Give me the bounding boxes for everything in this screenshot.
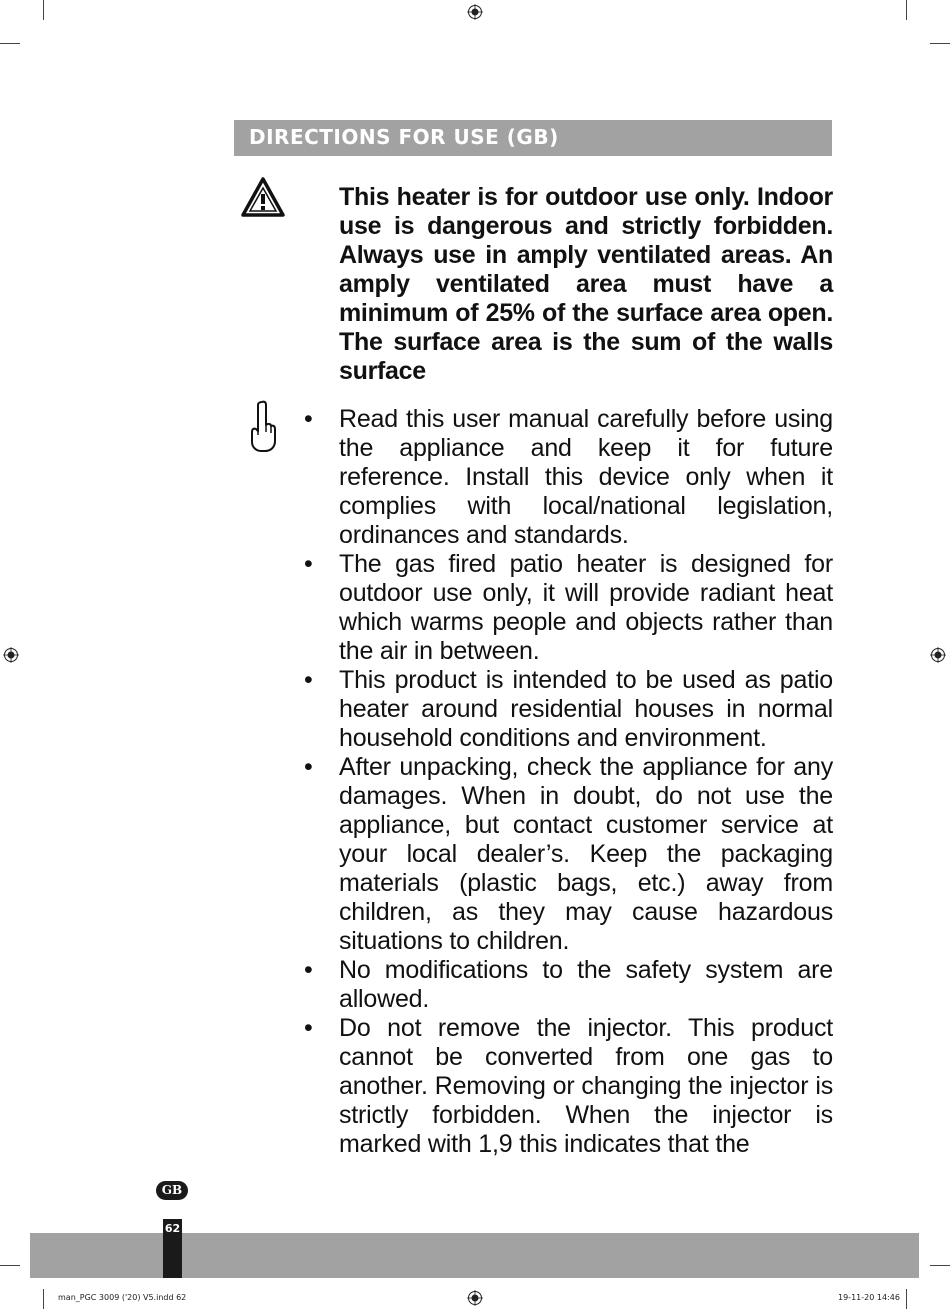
list-item — [300, 666, 833, 753]
warning-paragraph: This heater is for outdoor use only. Indoor use is dangerous and strictly forbidden. Always use in amply ventilated areas. An amply ventilated area must have a minimum of 25% of the surface area open. The surface area is the sum of the walls surface — [339, 183, 833, 385]
section-header-bar — [234, 120, 832, 156]
instruction-list — [300, 405, 833, 1159]
crop-mark — [906, 0, 907, 20]
timestamp-slug: 19-11-20 14:46 — [838, 1293, 900, 1302]
section-title: DIRECTIONS FOR USE (GB) — [249, 125, 559, 149]
registration-mark-icon — [467, 4, 483, 20]
list-item-text: The gas fired patio heater is designed for outdoor use only, it will provide radiant heat which warms people and objects rather than the air in between. — [339, 550, 833, 665]
warning-triangle-icon — [240, 176, 286, 218]
language-badge: GB — [156, 1181, 188, 1200]
list-item — [300, 753, 833, 956]
list-item — [300, 956, 833, 1014]
registration-mark-icon — [3, 647, 19, 663]
list-item — [300, 550, 833, 666]
list-item-text: After unpacking, check the appliance for any damages. When in doubt, do not use the appliance, but contact customer service at your local dealer’s. Keep the packaging materials (plastic bags, etc.) away from children, as they may cause hazardous situations to children. — [339, 753, 833, 955]
crop-mark — [43, 0, 44, 20]
list-item-text: Read this user manual carefully before using the appliance and keep it for future reference. Install this device only when it complies with local/national legislation, ordinances and standards. — [339, 405, 833, 549]
crop-mark — [0, 1265, 20, 1266]
bullet: • — [304, 550, 313, 578]
registration-mark-icon — [467, 1290, 483, 1306]
bullet: • — [304, 956, 313, 984]
file-name-slug: man_PGC 3009 ('20) V5.indd 62 — [58, 1293, 187, 1302]
crop-mark — [43, 1289, 44, 1309]
crop-mark — [0, 43, 20, 44]
list-item — [300, 1014, 833, 1159]
bullet: • — [304, 1014, 313, 1042]
list-item-text: No modifications to the safety system are allowed. — [339, 956, 833, 1013]
list-item — [300, 405, 833, 550]
bullet: • — [304, 753, 313, 781]
page-number: 62 — [164, 1222, 181, 1235]
registration-mark-icon — [930, 647, 946, 663]
list-item-text: Do not remove the injector. This product cannot be converted from one gas to another. Removing or changing the injector is strictly forbidden. When the injector is marked with 1,9 this indicates that the — [339, 1014, 833, 1158]
pointing-hand-icon — [248, 399, 278, 454]
crop-mark — [930, 1265, 950, 1266]
crop-mark — [906, 1289, 907, 1309]
list-item-text: This product is intended to be used as patio heater around residential houses in normal household conditions and environment. — [339, 666, 833, 752]
crop-mark — [930, 43, 950, 44]
bullet: • — [304, 666, 313, 694]
bullet: • — [304, 405, 313, 433]
